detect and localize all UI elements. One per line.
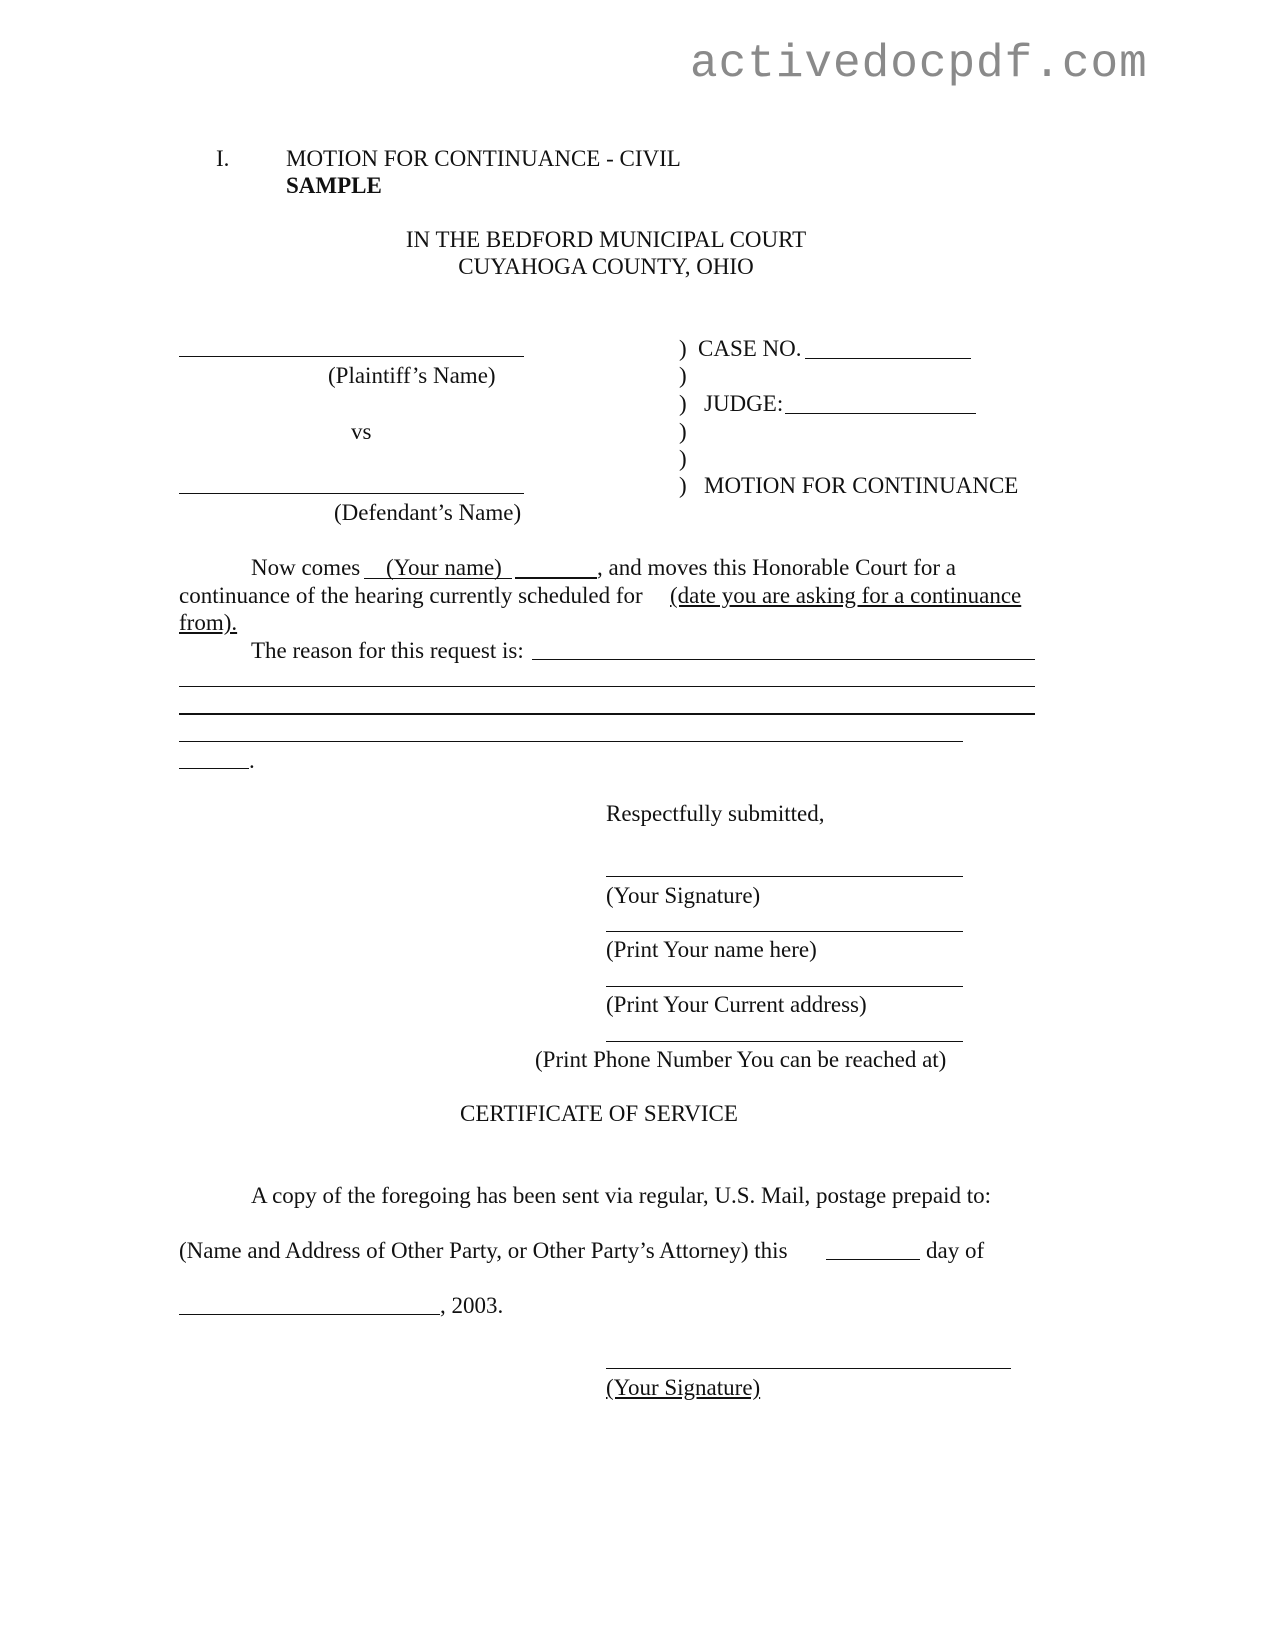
versus-label: vs (351, 419, 372, 444)
respectfully-submitted: Respectfully submitted, (606, 801, 825, 826)
month-line[interactable] (179, 1314, 440, 1315)
year-text: , 2003. (440, 1293, 504, 1318)
watermark: activedocpdf.com (690, 38, 1148, 90)
reason-line[interactable] (179, 713, 1035, 715)
court-name: IN THE BEDFORD MUNICIPAL COURT (405, 227, 807, 252)
certificate-signature-label: (Your Signature) (606, 1375, 761, 1400)
caption-paren: ) (679, 336, 687, 361)
plaintiff-name-line[interactable] (179, 356, 524, 357)
name-address-text: (Name and Address of Other Party, or Other Party’s Attorney) this (179, 1238, 788, 1263)
print-name-label: (Print Your name here) (606, 937, 817, 962)
reason-line[interactable] (179, 686, 1035, 687)
caption-paren: ) (679, 391, 687, 416)
reason-line[interactable] (179, 768, 249, 769)
court-county: CUYAHOGA COUNTY, OHIO (458, 254, 754, 279)
caption-paren: ) (679, 363, 687, 388)
reason-period: . (249, 748, 255, 773)
copy-sent-text: A copy of the foregoing has been sent via regular, U.S. Mail, postage prepaid to: (251, 1183, 991, 1208)
print-name-line[interactable] (606, 931, 963, 932)
phone-line[interactable] (606, 1041, 963, 1042)
judge-line[interactable] (785, 413, 976, 414)
caption-paren: ) (679, 419, 687, 444)
day-of-text: day of (926, 1238, 985, 1263)
your-signature-label: (Your Signature) (606, 883, 761, 908)
sample-label: SAMPLE (286, 173, 382, 198)
case-number-label: CASE NO. (698, 336, 802, 361)
continuance-text: continuance of the hearing currently scheduled for (179, 583, 643, 608)
judge-label: JUDGE: (704, 391, 784, 416)
case-number-line[interactable] (805, 358, 971, 359)
your-name-placeholder: (Your name) (386, 555, 502, 580)
your-name-line[interactable] (515, 577, 597, 579)
day-line[interactable] (826, 1259, 920, 1260)
plaintiff-name-label: (Plaintiff’s Name) (328, 363, 496, 388)
signature-line[interactable] (606, 876, 963, 877)
date-placeholder-cont: from). (179, 610, 238, 635)
now-comes-text: Now comes (251, 555, 361, 580)
caption-paren: ) (679, 473, 687, 498)
reason-line[interactable] (532, 659, 1035, 660)
motion-caption-title: MOTION FOR CONTINUANCE (704, 473, 1019, 498)
document-title: MOTION FOR CONTINUANCE - CIVIL (286, 146, 681, 171)
address-line[interactable] (606, 986, 963, 987)
date-placeholder: (date you are asking for a continuance (670, 583, 1022, 608)
defendant-name-label: (Defendant’s Name) (334, 500, 522, 525)
print-address-label: (Print Your Current address) (606, 992, 867, 1017)
reason-line[interactable] (179, 741, 963, 742)
reason-label: The reason for this request is: (251, 638, 524, 663)
caption-paren: ) (679, 446, 687, 471)
defendant-name-line[interactable] (179, 493, 524, 494)
section-number: I. (216, 146, 230, 171)
print-phone-label: (Print Phone Number You can be reached at) (535, 1047, 947, 1072)
certificate-title: CERTIFICATE OF SERVICE (460, 1101, 738, 1126)
certificate-signature-line[interactable] (606, 1368, 1011, 1369)
moves-text: , and moves this Honorable Court for a (597, 555, 956, 580)
